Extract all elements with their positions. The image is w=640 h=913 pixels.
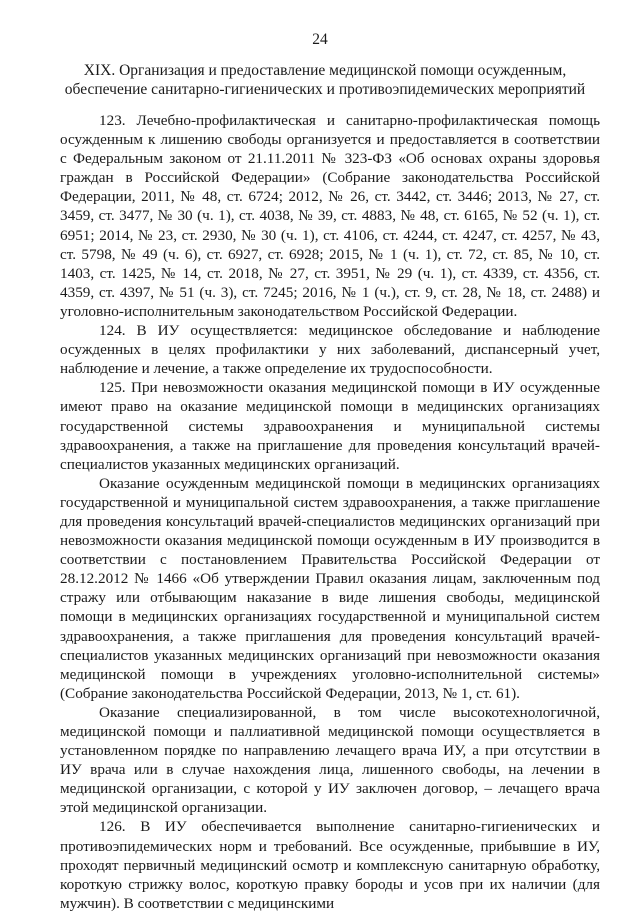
paragraph-126: 126. В ИУ обеспечивается выполнение санитарно-гигиенических и противоэпидемических норм и требований. Все осужденные, прибывшие в ИУ, проходят первичный медицинский осмотр и комплексную санитарную обработку, короткую стрижку волос, короткую правку бороды и усов при их наличии (для мужчин). В соответствии с медицинскими — [60, 818, 600, 912]
page-number: 24 — [312, 31, 328, 48]
paragraph-125-continued: Оказание осужденным медицинской помощи в медицинских организациях государственной и муниципальной систем здравоохранения, а также приглашение для проведения консультаций врачей-специалистов медицинских организаций при невозможности оказания медицинской помощи осужденным в ИУ производится в соответствии с постановлением Правительства Российской Федерации от 28.12.2012 № 1466 «Об утверждении Правил оказания лицам, заключенным под стражу или отбывающим наказание в виде лишения свободы, медицинской помощи в медицинских организациях государственной и муниципальной систем здравоохранения, а также приглашения для проведения консультаций врачей-специалистов указанных медицинских организаций при невозможности оказания медицинской помощи в учреждениях уголовно-исполнительной системы» (Собрание законодательства Российской Федерации, 2013, № 1, ст. 61). — [60, 474, 600, 702]
document-body — [60, 111, 600, 913]
paragraph-123: 123. Лечебно-профилактическая и санитарно-профилактическая помощь осужденным к лишению свободы организуется и предоставляется в соответствии с Федеральным законом от 21.11.2011 № 323-ФЗ «Об основах охраны здоровья граждан в Российской Федерации» (Собрание законодательства Российской Федерации, 2011, № 48, ст. 6724; 2012, № 26, ст. 3442, ст. 3446; 2013, № 27, ст. 3459, ст. 3477, № 30 (ч. 1), ст. 4038, № 39, ст. 4883, № 48, ст. 6165, № 52 (ч. 1), ст. 6951; 2014, № 23, ст. 2930, № 30 (ч. 1), ст. 4106, ст. 4244, ст. 4247, ст. 4257, № 43, ст. 5798, № 49 (ч. 6), ст. 6927, ст. 6928; 2015, № 1 (ч. 1), ст. 72, ст. 85, № 10, ст. 1403, ст. 1425, № 14, ст. 2018, № 27, ст. 3951, № 29 (ч. 1), ст. 4339, ст. 4356, ст. 4359, ст. 4397, № 51 (ч. 3), ст. 7245; 2016, № 1 (ч.), ст. 9, ст. 28, № 18, ст. 2488) и уголовно-исполнительным законодательством Российской Федерации. — [60, 112, 600, 320]
section-heading: XIX. Организация и предоставление медицинской помощи осужденным, обеспечение санитарно-гигиенических и противоэпидемических мероприятий — [64, 62, 586, 98]
paragraph-125-specialized-care: Оказание специализированной, в том числе высокотехнологичной, медицинской помощи и паллиативной медицинской помощи осуществляется в установленном порядке по направлению лечащего врача ИУ, а при отсутствии в ИУ врача или в случае нахождения лица, лишенного свободы, на лечении в медицинской организации, с которой у ИУ заключен договор, – лечащего врача этой медицинской организации. — [60, 703, 600, 817]
paragraph-125: 125. При невозможности оказания медицинской помощи в ИУ осужденные имеют право на оказание медицинской помощи в медицинских организациях государственной системы здравоохранения и муниципальной системы здравоохранения, а также на приглашение для проведения консультаций врачей-специалистов указанных медицинских организаций. — [60, 379, 600, 473]
paragraph-124: 124. В ИУ осуществляется: медицинское обследование и наблюдение осужденных в целях профилактики у них заболеваний, диспансерный учет, наблюдение и лечение, а также определение их трудоспособности. — [60, 322, 600, 378]
